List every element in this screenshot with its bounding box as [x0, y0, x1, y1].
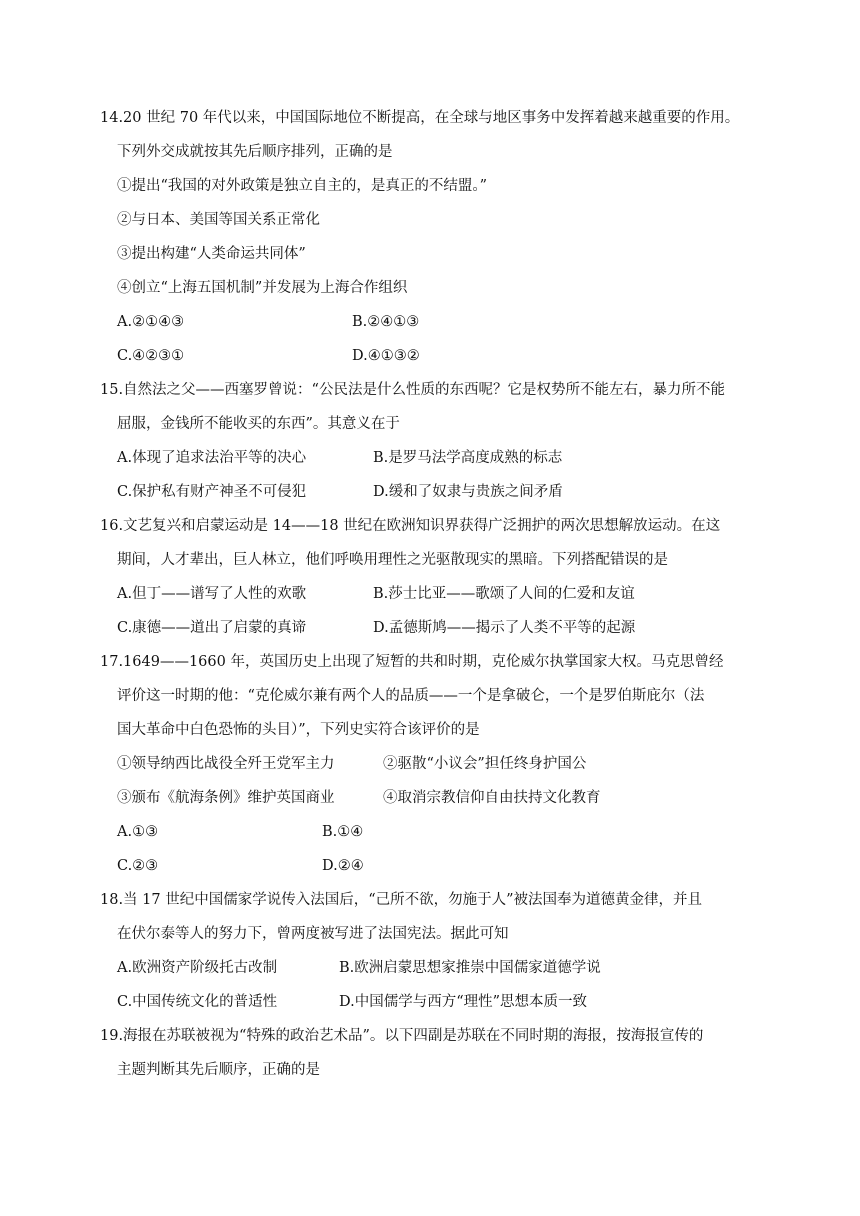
q17-option-b: B.①④	[322, 824, 364, 840]
q15-stem-line-1: 15.自然法之父——西塞罗曾说：“公民法是什么性质的东西呢？它是权势所不能左右，暴力所不能	[100, 382, 725, 398]
q17-stem-line-2: 评价这一时期的他：“克伦威尔兼有两个人的品质——一个是拿破仑，一个是罗伯斯庇尔（法	[117, 688, 705, 704]
q14-stem-line-1: 14.20 世纪 70 年代以来，中国国际地位不断提高，在全球与地区事务中发挥着越来越重要的作用。	[100, 110, 740, 126]
q14-item-4: ④创立“上海五国机制”并发展为上海合作组织	[117, 280, 408, 296]
q18-option-a: A.欧洲资产阶级托古改制	[117, 960, 278, 976]
q14-option-d: D.④①③②	[352, 348, 420, 364]
q18-option-b: B.欧洲启蒙思想家推崇中国儒家道德学说	[339, 960, 601, 976]
q14-item-3: ③提出构建“人类命运共同体”	[117, 246, 306, 262]
q18-option-d: D.中国儒学与西方“理性”思想本质一致	[339, 994, 588, 1010]
q14-item-1: ①提出“我国的对外政策是独立自主的，是真正的不结盟。”	[117, 178, 488, 194]
q16-stem-line-1: 16.文艺复兴和启蒙运动是 14——18 世纪在欧洲知识界获得广泛拥护的两次思想解放运动。在这	[100, 518, 721, 534]
q17-option-a: A.①③	[117, 824, 159, 840]
q17-option-c: C.②③	[117, 858, 159, 874]
q17-option-d: D.②④	[322, 858, 364, 874]
q16-option-d: D.孟德斯鸠——揭示了人类不平等的起源	[373, 620, 636, 636]
q14-option-c: C.④②③①	[117, 348, 185, 364]
q17-item-2: ②驱散“小议会”担任终身护国公	[383, 756, 587, 772]
q19-stem-line-2: 主题判断其先后顺序，正确的是	[117, 1062, 320, 1078]
q16-option-c: C.康德——道出了启蒙的真谛	[117, 620, 307, 636]
q16-option-a: A.但丁——谱写了人性的欢歌	[117, 586, 307, 602]
q18-stem-line-1: 18.当 17 世纪中国儒家学说传入法国后，“己所不欲，勿施于人”被法国奉为道德黄金律，并且	[100, 892, 703, 908]
q14-option-b: B.②④①③	[352, 314, 420, 330]
q15-stem-line-2: 屈服，金钱所不能收买的东西”。其意义在于	[117, 416, 400, 432]
q17-stem-line-3: 国大革命中白色恐怖的头目）”，下列史实符合该评价的是	[117, 722, 480, 738]
q17-item-1: ①领导纳西比战役全歼王党军主力	[117, 756, 335, 772]
q18-stem-line-2: 在伏尔泰等人的努力下，曾两度被写进了法国宪法。据此可知	[117, 926, 509, 942]
q14-option-a: A.②①④③	[117, 314, 185, 330]
q16-stem-line-2: 期间，人才辈出，巨人林立，他们呼唤用理性之光驱散现实的黑暗。下列搭配错误的是	[117, 552, 668, 568]
q15-option-d: D.缓和了奴隶与贵族之间矛盾	[373, 484, 563, 500]
q17-stem-line-1: 17.1649——1660 年，英国历史上出现了短暂的共和时期，克伦威尔执掌国家大权。马克思曾经	[100, 654, 724, 670]
q15-option-c: C.保护私有财产神圣不可侵犯	[117, 484, 307, 500]
q19-stem-line-1: 19.海报在苏联被视为“特殊的政治艺术品”。以下四副是苏联在不同时期的海报，按海报宣传的	[100, 1028, 704, 1044]
q15-option-b: B.是罗马法学高度成熟的标志	[373, 450, 563, 466]
q18-option-c: C.中国传统文化的普适性	[117, 994, 278, 1010]
q14-stem-line-2: 下列外交成就按其先后顺序排列，正确的是	[117, 144, 393, 160]
q17-item-4: ④取消宗教信仰自由扶持文化教育	[383, 790, 601, 806]
q14-item-2: ②与日本、美国等国关系正常化	[117, 212, 320, 228]
q17-item-3: ③颁布《航海条例》维护英国商业	[117, 790, 335, 806]
q15-option-a: A.体现了追求法治平等的决心	[117, 450, 307, 466]
q16-option-b: B.莎士比亚——歌颂了人间的仁爱和友谊	[373, 586, 635, 602]
